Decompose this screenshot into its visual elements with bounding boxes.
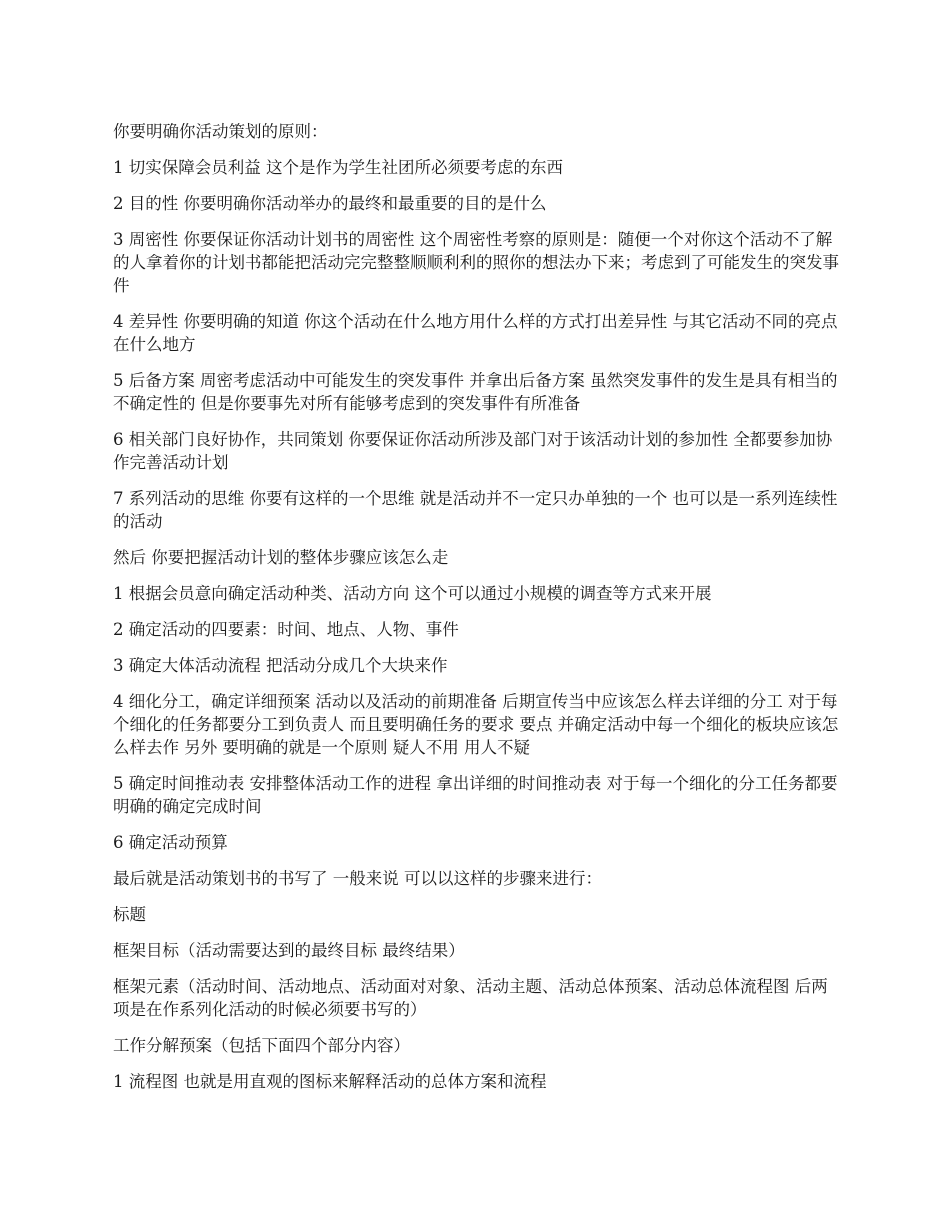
step-item-4: 4 细化分工，确定详细预案 活动以及活动的前期准备 后期宣传当中应该怎么样去详细的分工 对于每个细化的任务都要分工到负责人 而且要明确任务的要求 要点 并确定活动中每一个细化的板块应该怎么样去作 另外 要明确的就是一个原则 疑人不用 用人不疑 xyxy=(113,692,839,757)
principle-item-6: 6 相关部门良好协作，共同策划 你要保证你活动所涉及部门对于该活动计划的参加性 全都要参加协作完善活动计划 xyxy=(113,430,833,472)
step-item-3: 3 确定大体活动流程 把活动分成几个大块来作 xyxy=(113,656,448,675)
section-heading-writing: 最后就是活动策划书的书写了 一般来说 可以以这样的步骤来进行： xyxy=(113,869,602,888)
writing-item-flowchart: 1 流程图 也就是用直观的图标来解释活动的总体方案和流程 xyxy=(113,1072,547,1091)
principle-item-5: 5 后备方案 周密考虑活动中可能发生的突发事件 并拿出后备方案 虽然突发事件的发生是具有相当的不确定性的 但是你要事先对所有能够考虑到的突发事件有所准备 xyxy=(113,371,838,413)
writing-item-work-breakdown: 工作分解预案（包括下面四个部分内容） xyxy=(113,1036,410,1055)
writing-item-title: 标题 xyxy=(113,905,146,924)
step-item-6: 6 确定活动预算 xyxy=(113,833,228,852)
section-heading-steps: 然后 你要把握活动计划的整体步骤应该怎么走 xyxy=(113,548,449,567)
principle-item-7: 7 系列活动的思维 你要有这样的一个思维 就是活动并不一定只办单独的一个 也可以是一系列连续性的活动 xyxy=(113,489,838,531)
step-item-1: 1 根据会员意向确定活动种类、活动方向 这个可以通过小规模的调查等方式来开展 xyxy=(113,584,712,603)
section-heading-principles: 你要明确你活动策划的原则： xyxy=(113,122,328,141)
principle-item-2: 2 目的性 你要明确你活动举办的最终和最重要的目的是什么 xyxy=(113,194,547,213)
principle-item-4: 4 差异性 你要明确的知道 你这个活动在什么地方用什么样的方式打出差异性 与其它活动不同的亮点在什么地方 xyxy=(113,312,838,354)
principle-item-1: 1 切实保障会员利益 这个是作为学生社团所必须要考虑的东西 xyxy=(113,158,563,177)
principle-item-3: 3 周密性 你要保证你活动计划书的周密性 这个周密性考察的原则是：随便一个对你这个活动不了解的人拿着你的计划书都能把活动完完整整顺顺利利的照你的想法办下来；考虑到了可能发生的突发事件 xyxy=(113,230,839,295)
document-body xyxy=(113,120,840,1106)
step-item-5: 5 确定时间推动表 安排整体活动工作的进程 拿出详细的时间推动表 对于每一个细化的分工任务都要明确的确定完成时间 xyxy=(113,774,838,816)
writing-item-framework-goal: 框架目标（活动需要达到的最终目标 最终结果） xyxy=(113,941,465,960)
step-item-2: 2 确定活动的四要素：时间、地点、人物、事件 xyxy=(113,620,459,639)
writing-item-framework-elements: 框架元素（活动时间、活动地点、活动面对对象、活动主题、活动总体预案、活动总体流程图 后两项是在作系列化活动的时候必须要书写的） xyxy=(113,977,828,1019)
